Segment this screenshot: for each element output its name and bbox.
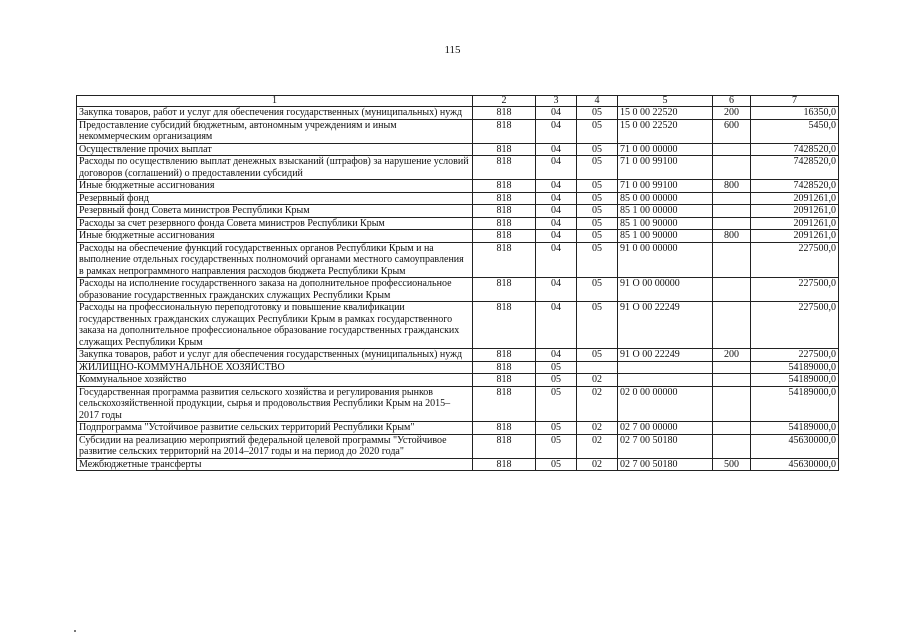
row-amount-cell: 7428520,0: [751, 156, 839, 180]
column-header: 5: [618, 96, 713, 107]
table-row: [77, 205, 839, 218]
row-amount-cell: 5450,0: [751, 119, 839, 143]
row-subsection-cell: 05: [577, 278, 618, 302]
row-subsection-cell: 02: [577, 386, 618, 422]
row-name-cell: Подпрограмма "Устойчивое развитие сельских территорий Республики Крым": [77, 422, 473, 435]
table-row: [77, 156, 839, 180]
column-header: 7: [751, 96, 839, 107]
row-ved-cell: 818: [473, 374, 536, 387]
row-ved-cell: 818: [473, 192, 536, 205]
table-row: [77, 230, 839, 243]
row-subsection-cell: 05: [577, 192, 618, 205]
row-ved-cell: 818: [473, 422, 536, 435]
row-expense-type-cell: [713, 242, 751, 278]
row-ved-cell: 818: [473, 230, 536, 243]
column-header: 1: [77, 96, 473, 107]
row-target-article-cell: 02 7 00 50180: [618, 458, 713, 471]
row-name-cell: Расходы на профессиональную переподготовку и повышение квалификации государственных гражданских служащих Республики Крым в рамках государственного заказа на дополнительное профессиональное образование государственных гражданских служащих Республики Крым: [77, 302, 473, 349]
row-subsection-cell: 05: [577, 242, 618, 278]
row-subsection-cell: [577, 361, 618, 374]
table-header-row: [77, 96, 839, 107]
row-expense-type-cell: [713, 192, 751, 205]
column-header: 2: [473, 96, 536, 107]
row-section-cell: 05: [536, 361, 577, 374]
column-header: 4: [577, 96, 618, 107]
row-name-cell: Государственная программа развития сельского хозяйства и регулирования рынков сельскохозяйственной продукции, сырья и продовольствия Республики Крым на 2015–2017 годы: [77, 386, 473, 422]
row-target-article-cell: 85 0 00 00000: [618, 192, 713, 205]
row-subsection-cell: 02: [577, 434, 618, 458]
row-target-article-cell: 15 0 00 22520: [618, 119, 713, 143]
table-row: [77, 242, 839, 278]
row-name-cell: Расходы по осуществлению выплат денежных взысканий (штрафов) за нарушение условий договоров (соглашений) о предоставлении субсидий: [77, 156, 473, 180]
row-ved-cell: 818: [473, 278, 536, 302]
row-subsection-cell: 05: [577, 143, 618, 156]
row-name-cell: Закупка товаров, работ и услуг для обеспечения государственных (муниципальных) нужд: [77, 349, 473, 362]
row-target-article-cell: 85 1 00 90000: [618, 217, 713, 230]
row-expense-type-cell: [713, 374, 751, 387]
row-amount-cell: 227500,0: [751, 242, 839, 278]
row-name-cell: Предоставление субсидий бюджетным, автономным учреждениям и иным некоммерческим организациям: [77, 119, 473, 143]
table-row: [77, 374, 839, 387]
row-target-article-cell: 71 0 00 00000: [618, 143, 713, 156]
row-section-cell: 04: [536, 156, 577, 180]
page-number: 115: [444, 44, 461, 56]
row-subsection-cell: 02: [577, 458, 618, 471]
row-name-cell: Резервный фонд Совета министров Республики Крым: [77, 205, 473, 218]
row-amount-cell: 227500,0: [751, 278, 839, 302]
row-section-cell: 04: [536, 278, 577, 302]
row-expense-type-cell: 200: [713, 107, 751, 120]
row-section-cell: 04: [536, 180, 577, 193]
row-section-cell: 05: [536, 434, 577, 458]
row-ved-cell: 818: [473, 119, 536, 143]
row-section-cell: 04: [536, 192, 577, 205]
table-row: [77, 192, 839, 205]
row-amount-cell: 54189000,0: [751, 422, 839, 435]
row-expense-type-cell: [713, 217, 751, 230]
row-expense-type-cell: 500: [713, 458, 751, 471]
row-subsection-cell: 05: [577, 302, 618, 349]
row-amount-cell: 2091261,0: [751, 230, 839, 243]
row-subsection-cell: 05: [577, 205, 618, 218]
row-expense-type-cell: [713, 361, 751, 374]
row-target-article-cell: 15 0 00 22520: [618, 107, 713, 120]
row-target-article-cell: 85 1 00 00000: [618, 205, 713, 218]
row-amount-cell: 7428520,0: [751, 180, 839, 193]
row-target-article-cell: 85 1 00 90000: [618, 230, 713, 243]
row-amount-cell: 227500,0: [751, 302, 839, 349]
table-row: [77, 143, 839, 156]
row-target-article-cell: 02 0 00 00000: [618, 386, 713, 422]
row-ved-cell: 818: [473, 205, 536, 218]
row-expense-type-cell: [713, 143, 751, 156]
row-expense-type-cell: [713, 205, 751, 218]
row-ved-cell: 818: [473, 361, 536, 374]
row-name-cell: Субсидии на реализацию мероприятий федеральной целевой программы "Устойчивое развитие сельских территорий на 2014–2017 годы и на период до 2020 года": [77, 434, 473, 458]
budget-table: [76, 95, 839, 471]
row-name-cell: Коммунальное хозяйство: [77, 374, 473, 387]
row-expense-type-cell: [713, 278, 751, 302]
row-expense-type-cell: [713, 156, 751, 180]
row-expense-type-cell: 800: [713, 230, 751, 243]
table-row: [77, 278, 839, 302]
row-ved-cell: 818: [473, 156, 536, 180]
column-header: 6: [713, 96, 751, 107]
table-row: [77, 349, 839, 362]
row-expense-type-cell: 600: [713, 119, 751, 143]
row-subsection-cell: 05: [577, 349, 618, 362]
row-target-article-cell: [618, 361, 713, 374]
table-row: [77, 422, 839, 435]
scan-speck: [74, 630, 76, 632]
row-subsection-cell: 05: [577, 119, 618, 143]
row-section-cell: 04: [536, 349, 577, 362]
table-row: [77, 107, 839, 120]
row-amount-cell: 2091261,0: [751, 192, 839, 205]
row-amount-cell: 227500,0: [751, 349, 839, 362]
row-ved-cell: 818: [473, 180, 536, 193]
row-amount-cell: 7428520,0: [751, 143, 839, 156]
row-target-article-cell: 71 0 00 99100: [618, 156, 713, 180]
row-name-cell: Закупка товаров, работ и услуг для обеспечения государственных (муниципальных) нужд: [77, 107, 473, 120]
row-ved-cell: 818: [473, 302, 536, 349]
row-name-cell: Межбюджетные трансферты: [77, 458, 473, 471]
row-expense-type-cell: [713, 434, 751, 458]
row-subsection-cell: 02: [577, 422, 618, 435]
row-expense-type-cell: [713, 302, 751, 349]
row-expense-type-cell: 200: [713, 349, 751, 362]
table-row: [77, 119, 839, 143]
table-row: [77, 361, 839, 374]
row-ved-cell: 818: [473, 217, 536, 230]
row-ved-cell: 818: [473, 242, 536, 278]
row-target-article-cell: 91 О 00 22249: [618, 302, 713, 349]
row-amount-cell: 2091261,0: [751, 217, 839, 230]
row-subsection-cell: 05: [577, 180, 618, 193]
row-section-cell: 04: [536, 242, 577, 278]
row-expense-type-cell: [713, 386, 751, 422]
row-target-article-cell: 71 0 00 99100: [618, 180, 713, 193]
row-ved-cell: 818: [473, 107, 536, 120]
row-expense-type-cell: 800: [713, 180, 751, 193]
row-section-cell: 05: [536, 386, 577, 422]
row-target-article-cell: 91 О 00 00000: [618, 278, 713, 302]
row-name-cell: Расходы на обеспечение функций государственных органов Республики Крым и на выполнение отдельных государственных полномочий органами местного самоуправления в рамках непрограммного направления расходов бюджета Республики Крым: [77, 242, 473, 278]
table-row: [77, 180, 839, 193]
table-row: [77, 217, 839, 230]
row-amount-cell: 54189000,0: [751, 386, 839, 422]
row-ved-cell: 818: [473, 434, 536, 458]
row-amount-cell: 45630000,0: [751, 458, 839, 471]
row-section-cell: 04: [536, 143, 577, 156]
row-target-article-cell: [618, 374, 713, 387]
row-amount-cell: 54189000,0: [751, 361, 839, 374]
row-name-cell: Расходы за счет резервного фонда Совета министров Республики Крым: [77, 217, 473, 230]
row-section-cell: 04: [536, 119, 577, 143]
row-name-cell: Осуществление прочих выплат: [77, 143, 473, 156]
row-amount-cell: 16350,0: [751, 107, 839, 120]
row-ved-cell: 818: [473, 458, 536, 471]
row-name-cell: Иные бюджетные ассигнования: [77, 180, 473, 193]
row-ved-cell: 818: [473, 349, 536, 362]
row-target-article-cell: 91 0 00 00000: [618, 242, 713, 278]
row-subsection-cell: 05: [577, 107, 618, 120]
row-amount-cell: 54189000,0: [751, 374, 839, 387]
row-expense-type-cell: [713, 422, 751, 435]
table-row: [77, 458, 839, 471]
row-section-cell: 05: [536, 374, 577, 387]
row-target-article-cell: 91 О 00 22249: [618, 349, 713, 362]
row-name-cell: Иные бюджетные ассигнования: [77, 230, 473, 243]
column-header: 3: [536, 96, 577, 107]
row-amount-cell: 45630000,0: [751, 434, 839, 458]
row-section-cell: 04: [536, 230, 577, 243]
row-name-cell: ЖИЛИЩНО-КОММУНАЛЬНОЕ ХОЗЯЙСТВО: [77, 361, 473, 374]
table-row: [77, 302, 839, 349]
row-target-article-cell: 02 7 00 50180: [618, 434, 713, 458]
table-row: [77, 386, 839, 422]
row-amount-cell: 2091261,0: [751, 205, 839, 218]
row-section-cell: 04: [536, 205, 577, 218]
table-row: [77, 434, 839, 458]
row-subsection-cell: 05: [577, 156, 618, 180]
row-ved-cell: 818: [473, 386, 536, 422]
row-name-cell: Резервный фонд: [77, 192, 473, 205]
row-ved-cell: 818: [473, 143, 536, 156]
row-name-cell: Расходы на исполнение государственного заказа на дополнительное профессиональное образование государственных гражданских служащих Республики Крым: [77, 278, 473, 302]
row-target-article-cell: 02 7 00 00000: [618, 422, 713, 435]
row-section-cell: 04: [536, 302, 577, 349]
row-section-cell: 05: [536, 422, 577, 435]
row-subsection-cell: 02: [577, 374, 618, 387]
row-section-cell: 04: [536, 217, 577, 230]
row-subsection-cell: 05: [577, 217, 618, 230]
row-section-cell: 04: [536, 107, 577, 120]
row-subsection-cell: 05: [577, 230, 618, 243]
row-section-cell: 05: [536, 458, 577, 471]
